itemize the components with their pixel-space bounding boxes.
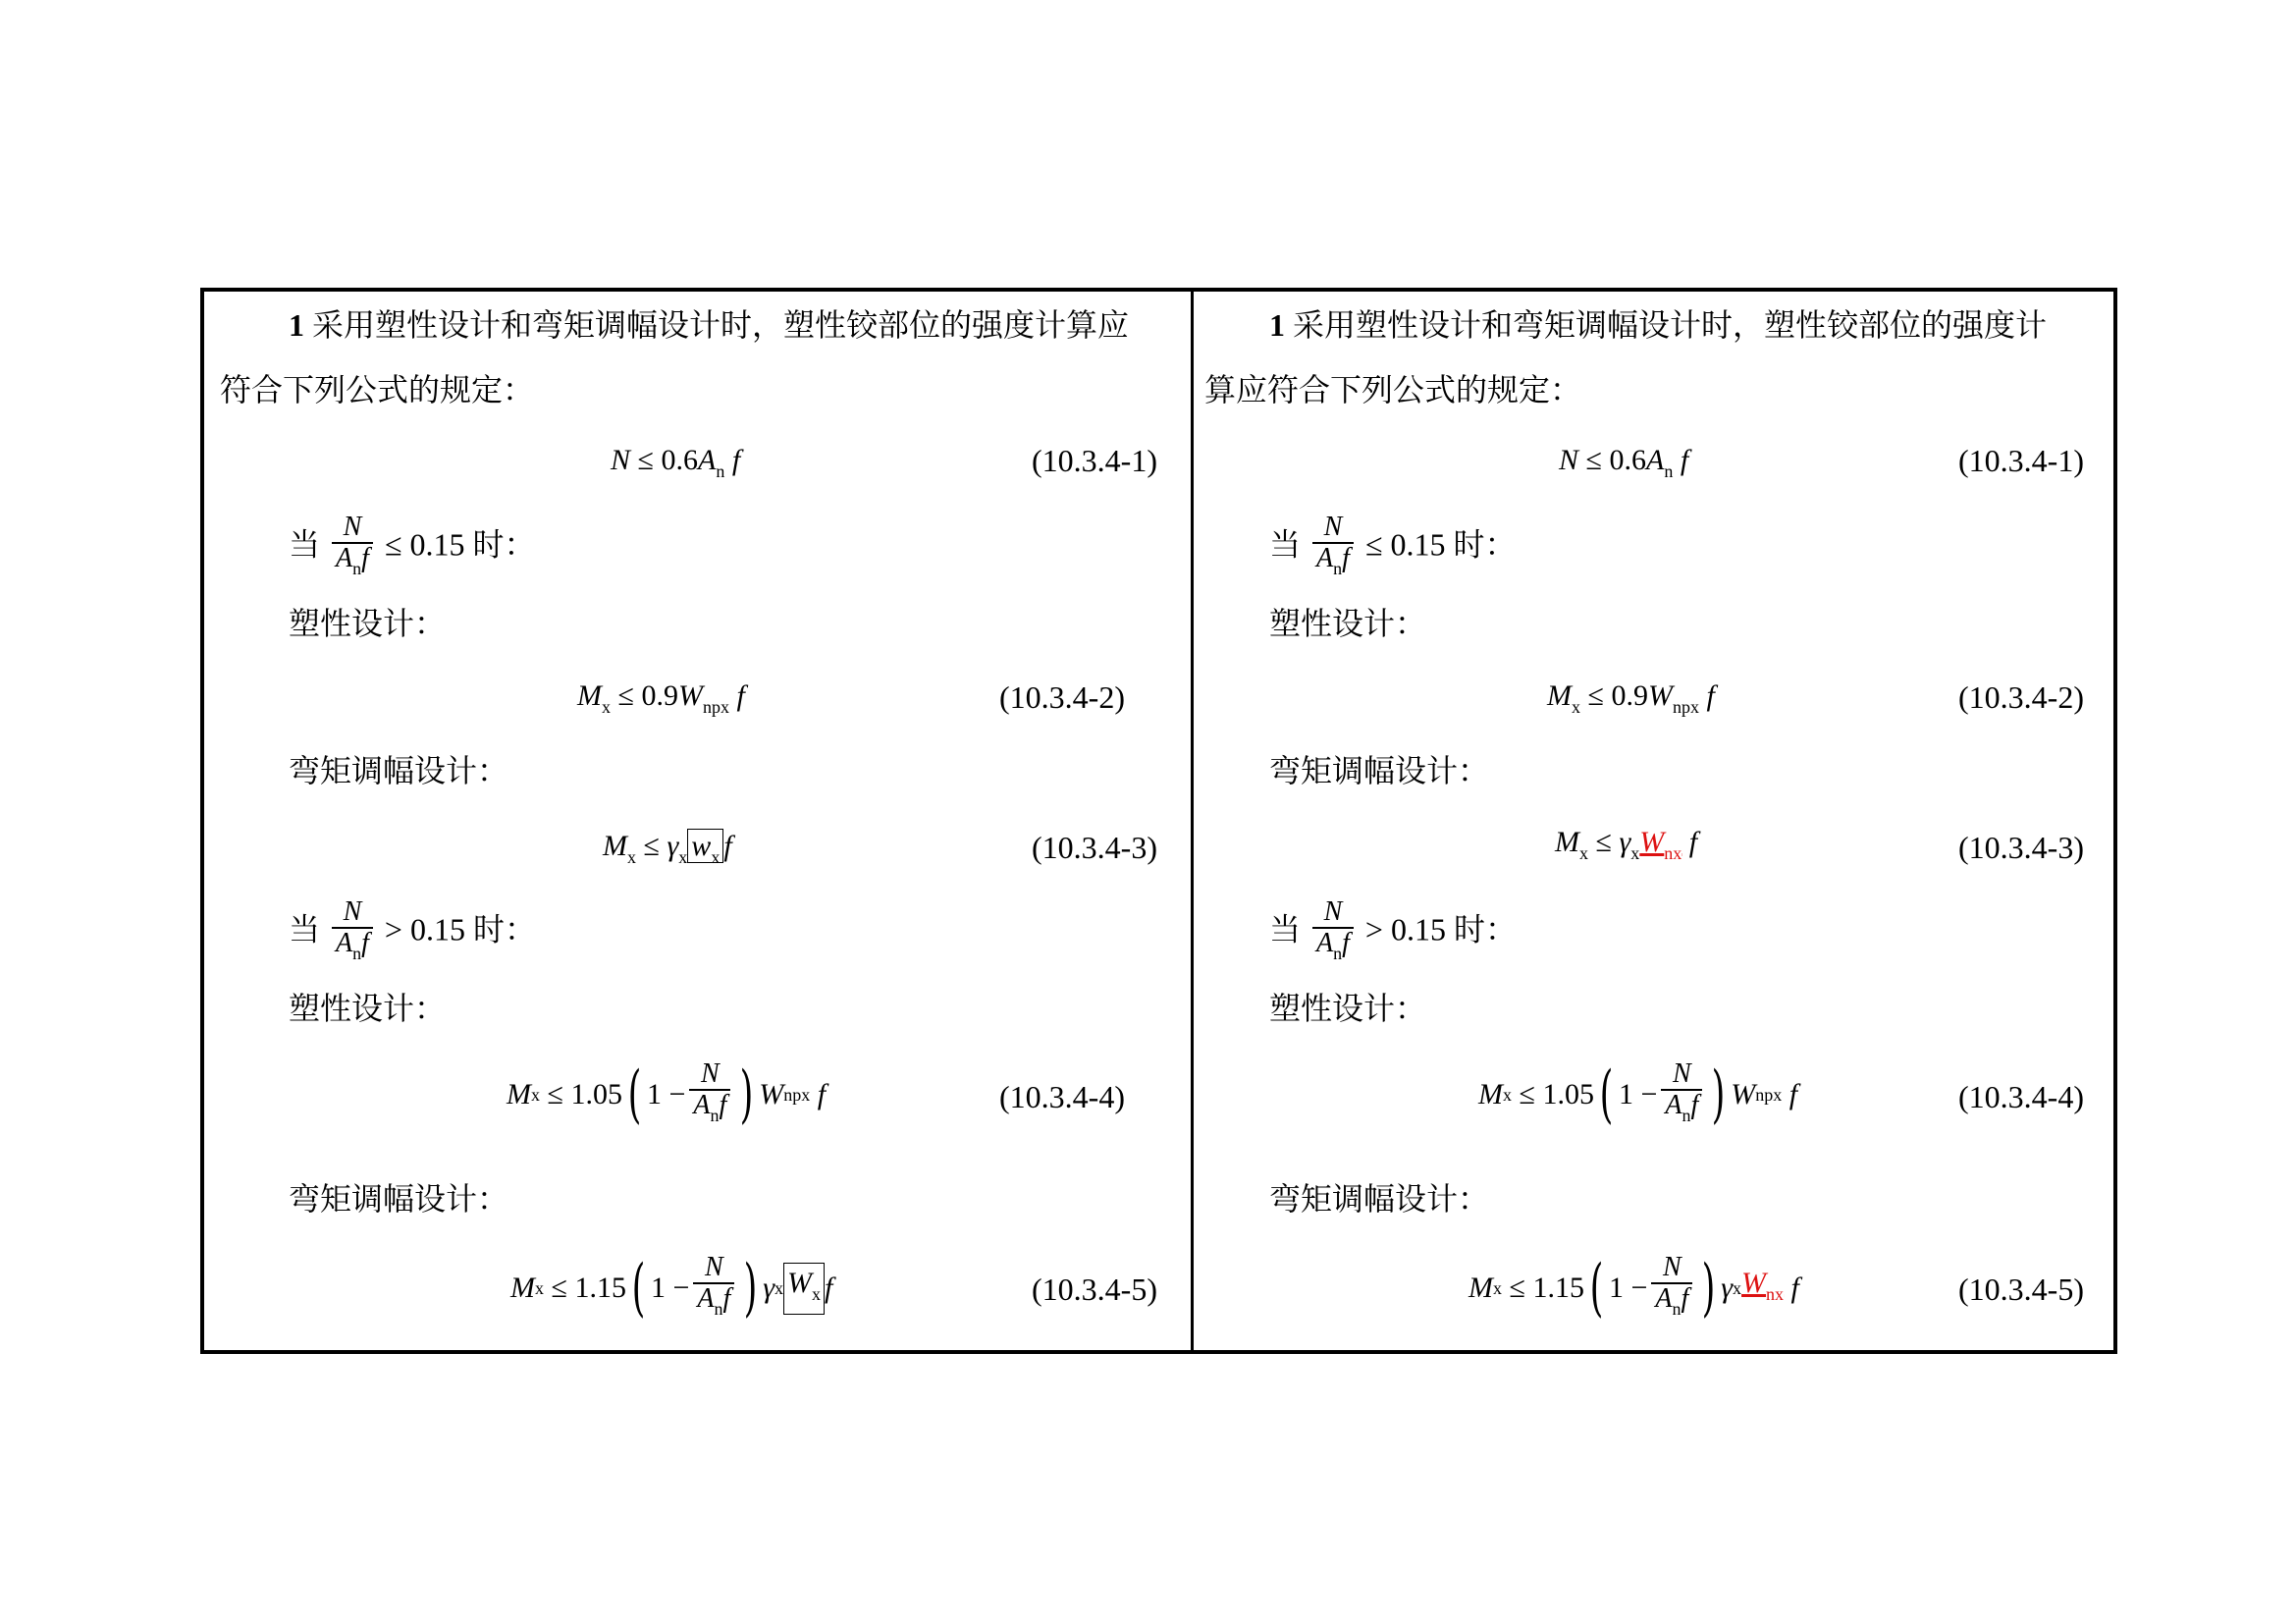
revised-column: [1194, 292, 2117, 1350]
equation-number: (10.3.4-2): [1958, 679, 2084, 715]
formula-10-3-4-3: $M_x \le \gamma_xW_{nx}$ f: [1555, 826, 1698, 863]
intro-line-1: 1 采用塑性设计和弯矩调幅设计时，塑性铰部位的强度计: [1269, 307, 2048, 343]
formula-10-3-4-1: $N \le 0.6A_n$ f: [611, 444, 741, 481]
boxed-term: $W_x$: [783, 1263, 825, 1315]
fraction: $\frac{N}{A_nf}$: [1312, 897, 1354, 968]
formula-10-3-4-5: M x ≤ 1.15 ( 1 − $\frac{N}{A_nf}$ ) γ x $W_{nx}$ f: [1468, 1252, 1799, 1325]
plastic-design-label: 塑性设计：: [289, 991, 447, 1026]
fraction: $\frac{N}{A_nf}$: [1312, 513, 1354, 583]
equation-number: (10.3.4-3): [1958, 830, 2084, 865]
equation-number: (10.3.4-1): [1032, 443, 1157, 478]
fraction: $\frac{N}{A_nf}$: [332, 513, 373, 583]
equation-number: (10.3.4-3): [1032, 830, 1157, 865]
intro-line-2: 算应符合下列公式的规定：: [1204, 372, 1582, 407]
formula-10-3-4-4: M x ≤ 1.05 ( 1 − $\frac{N}{A_nf}$ ) W npx f: [1478, 1058, 1798, 1131]
condition-1: 当 $\frac{N}{A_nf}$ ≤ 0.15 时：: [289, 513, 535, 583]
formula-10-3-4-5: M x ≤ 1.15 ( 1 − $\frac{N}{A_nf}$ ) γ x $W_x$ f: [510, 1252, 833, 1325]
formula-10-3-4-1: $N \le 0.6A_n$ f: [1559, 444, 1689, 481]
equation-number: (10.3.4-4): [999, 1079, 1125, 1114]
equation-number: (10.3.4-4): [1958, 1079, 2084, 1114]
comparison-table: [200, 288, 2117, 1354]
revised-term: $W_{nx}$: [1639, 826, 1682, 863]
formula-10-3-4-2: $M_x \le 0.9W_{npx}$ f: [577, 679, 745, 717]
intro-line-1: 1 采用塑性设计和弯矩调幅设计时，塑性铰部位的强度计算应: [289, 307, 1130, 343]
equation-number: (10.3.4-5): [1958, 1272, 2084, 1307]
plastic-design-label: 塑性设计：: [1269, 991, 1427, 1026]
equation-number: (10.3.4-2): [999, 679, 1125, 715]
boxed-term: $w_x$: [687, 829, 723, 863]
fraction: $\frac{N}{A_nf}$: [332, 897, 373, 968]
formula-10-3-4-2: $M_x \le 0.9W_{npx}$ f: [1547, 679, 1715, 717]
moment-redistribution-label: 弯矩调幅设计：: [1269, 753, 1490, 788]
plastic-design-label: 塑性设计：: [289, 606, 447, 641]
revised-term: $W_{nx}$: [1741, 1266, 1785, 1304]
condition-2: 当 $\frac{N}{A_nf}$ > 0.15 时：: [1269, 897, 1517, 968]
intro-line-2: 符合下列公式的规定：: [220, 372, 535, 407]
condition-2: 当 $\frac{N}{A_nf}$ > 0.15 时：: [289, 897, 536, 968]
formula-10-3-4-3: $M_x \le \gamma_x$ $w_x$ f: [603, 830, 732, 867]
equation-number: (10.3.4-1): [1958, 443, 2084, 478]
moment-redistribution-label: 弯矩调幅设计：: [1269, 1181, 1490, 1217]
plastic-design-label: 塑性设计：: [1269, 606, 1427, 641]
equation-number: (10.3.4-5): [1032, 1272, 1157, 1307]
formula-10-3-4-4: M x ≤ 1.05 ( 1 − $\frac{N}{A_nf}$ ) W npx f: [507, 1058, 827, 1131]
condition-1: 当 $\frac{N}{A_nf}$ ≤ 0.15 时：: [1269, 513, 1516, 583]
moment-redistribution-label: 弯矩调幅设计：: [289, 753, 509, 788]
original-column: [204, 292, 1191, 1350]
moment-redistribution-label: 弯矩调幅设计：: [289, 1181, 509, 1217]
